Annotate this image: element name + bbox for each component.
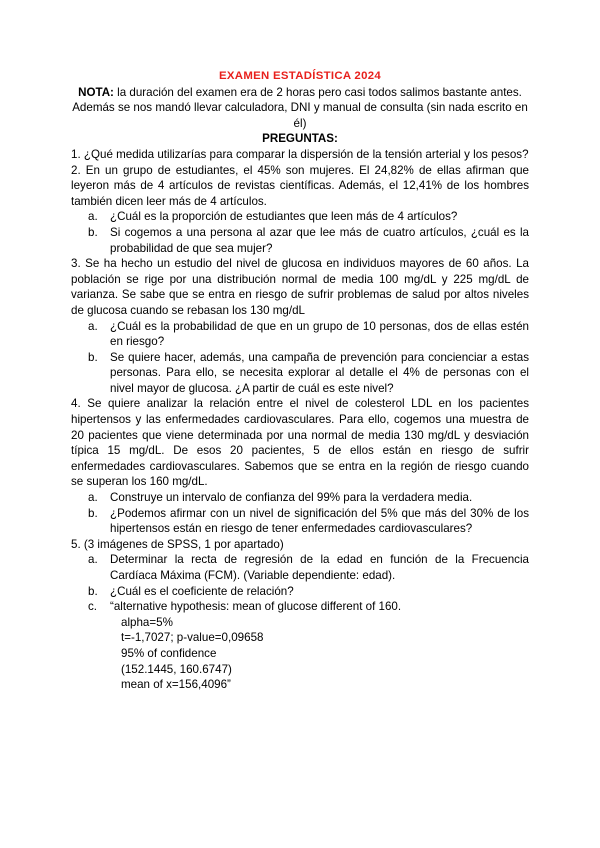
spss-line: t=-1,7027; p-value=0,09658 [121,631,264,645]
item-marker: b. [88,506,98,520]
question-3b-text: Se quiere hacer, además, una campaña de prevención para concienciar a estas personas. Para ello, se necesita explorar al detalle el 4% de personas con el nivel mayor de glucosa. ¿A partir de cuál es este nivel? [110,350,529,395]
question-5c-text: “alternative hypothesis: mean of glucose different of 160. [110,600,402,614]
question-4b [88,506,529,537]
question-2a-text: ¿Cuál es la proporción de estudiantes que leen más de 4 artículos? [110,210,458,224]
item-marker: a. [88,319,98,333]
question-4a-text: Construye un intervalo de confianza del 99% para la verdadera media. [110,491,473,505]
spss-line: 95% of confidence [121,646,217,660]
question-5: 5. (3 imágenes de SPSS, 1 por apartado) [71,537,284,551]
question-3b [88,350,529,397]
question-2: 2. En un grupo de estudiantes, el 45% son mujeres. El 24,82% de ellas afirman que leyeron más de 4 artículos de revistas científicas. Además, el 12,41% de los hombres también dicen leer más de 4 artículos. [71,163,529,208]
question-3: 3. Se ha hecho un estudio del nivel de glucosa en individuos mayores de 60 años. La población se rige por una distribución normal de media 100 mg/dL y 225 mg/dL de varianza. Se sabe que se entra en riesgo de sufrir problemas de salud por altos niveles de glucosa cuando se rebasan los 130 mg/dL [71,257,529,317]
question-5a-text: Determinar la recta de regresión de la edad en función de la Frecuencia Cardíaca Máxima (FCM). (Variable dependiente: edad). [110,553,529,582]
item-marker: c. [88,600,98,614]
question-2b-text: Si cogemos a una persona al azar que lee más de cuatro artículos, ¿cuál es la probabilidad de que sea mujer? [110,225,529,255]
spss-line: (152.1445, 160.6747) [121,662,232,676]
note-line2: Además se nos mandó llevar calculadora, DNI y manual de consulta (sin nada escrito en él) [72,101,528,130]
question-5b-text: ¿Cuál es el coeficiente de relación? [110,584,294,598]
question-5c [88,599,529,615]
note-line1: la duración del examen era de 2 horas pero casi todos salimos bastante antes. [113,85,522,99]
question-2b [88,225,529,256]
question-2a [88,209,529,225]
item-marker: b. [88,584,98,598]
spss-line: alpha=5% [121,615,173,629]
questions-heading: PREGUNTAS: [262,132,338,146]
item-marker: b. [88,350,98,364]
item-marker: a. [88,491,98,505]
question-5a [88,552,529,583]
question-4: 4. Se quiere analizar la relación entre el nivel de colesterol LDL en los pacientes hipertensos y las enfermedades cardiovasculares. Para ello, cogemos una muestra de 20 pacientes que viene determinada por una normal de media 130 mg/dL y desviación típica 15 mg/dL. De esos 20 pacientes, 5 de ellos están en riesgo de sufrir enfermedades cardiovasculares. Sabemos que se entra en la región de riesgo cuando se superan los 160 mg/dL. [71,397,529,489]
item-marker: a. [88,210,98,224]
question-4b-text: ¿Podemos afirmar con un nivel de significación del 5% que más del 30% de los hipertensos están en riesgo de tener enfermedades cardiovasculares? [110,506,529,536]
note-label: NOTA: [78,85,114,99]
spss-line: mean of x=156,4096” [121,678,231,692]
question-3a [88,319,529,350]
exam-content [71,69,529,693]
question-5b [88,584,529,600]
spss-output [121,615,529,693]
question-1: 1. ¿Qué medida utilizarías para comparar la dispersión de la tensión arterial y los pesos? [71,147,529,161]
item-marker: a. [88,553,98,567]
item-marker: b. [88,225,98,239]
exam-title: EXAMEN ESTADÍSTICA 2024 [219,70,381,82]
question-4a [88,490,529,506]
question-3a-text: ¿Cuál es la probabilidad de que en un grupo de 10 personas, dos de ellas estén en riesgo? [110,319,529,349]
exam-note [71,85,529,132]
